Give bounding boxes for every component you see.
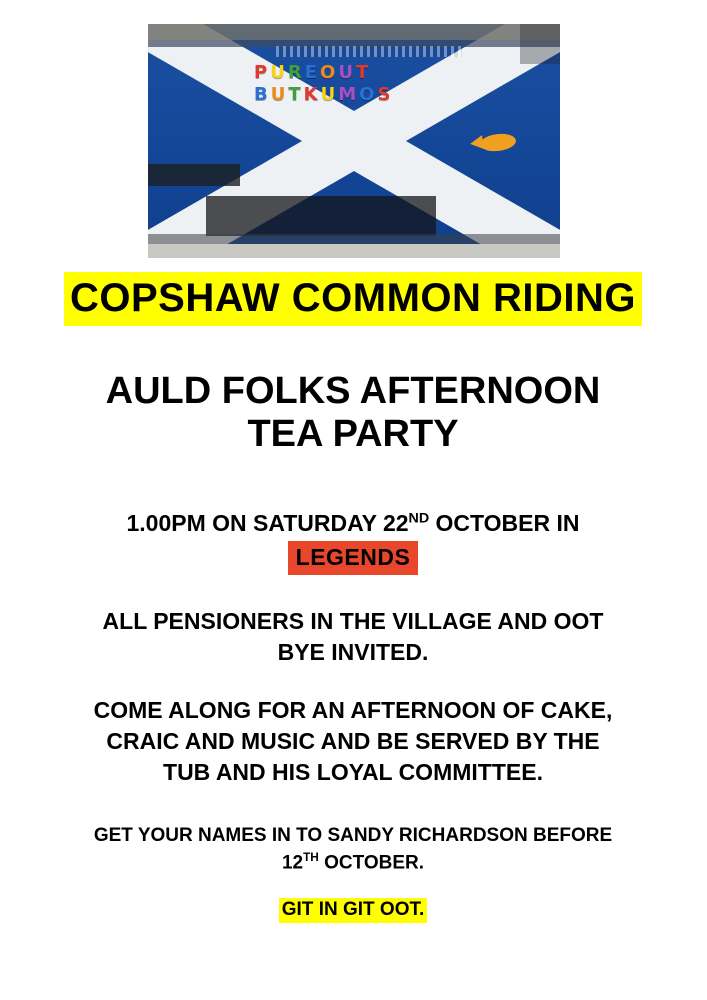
poster-subtitle bbox=[46, 370, 660, 455]
event-venue: LEGENDS bbox=[288, 541, 419, 575]
description-line-3: TUB AND HIS LOYAL COMMITTEE. bbox=[163, 759, 543, 786]
event-time-date: 1.00PM ON SATURDAY 22 bbox=[126, 510, 409, 536]
invitation-line-2: BYE INVITED. bbox=[277, 639, 429, 666]
banner-letter-text bbox=[253, 64, 463, 104]
invitation-line-1: ALL PENSIONERS IN THE VILLAGE AND OOT bbox=[102, 608, 604, 634]
photo-top-band bbox=[148, 24, 560, 40]
fish-body bbox=[479, 132, 517, 154]
flag-photo bbox=[148, 24, 560, 258]
event-month-suffix: OCTOBER IN bbox=[429, 510, 580, 536]
event-datetime bbox=[46, 508, 660, 575]
photo-top-marks bbox=[276, 46, 462, 57]
invitation-paragraph bbox=[46, 606, 660, 668]
banner-letter-row-1: P U R E O U T bbox=[254, 62, 370, 83]
poster-subtitle-line-1: AULD FOLKS AFTERNOON bbox=[105, 370, 601, 412]
description-line-1: COME ALONG FOR AN AFTERNOON OF CAKE, bbox=[93, 697, 613, 723]
description-line-2: CRAIC AND MUSIC AND BE SERVED BY THE bbox=[106, 728, 600, 755]
photo-bottom-band-secondary bbox=[148, 234, 560, 244]
rsvp-paragraph bbox=[36, 823, 670, 877]
photo-left-dark-object bbox=[148, 164, 240, 186]
footer-slogan-text: GIT IN GIT OOT. bbox=[279, 898, 428, 923]
poster-title-text: COPSHAW COMMON RIDING bbox=[64, 272, 642, 326]
rsvp-line-2 bbox=[36, 850, 670, 877]
poster-subtitle-line-2: TEA PARTY bbox=[247, 412, 459, 455]
banner-letter-row-2: B U T K U M O S bbox=[254, 84, 392, 105]
description-paragraph bbox=[46, 695, 660, 788]
photo-corner-shadow bbox=[520, 24, 560, 64]
event-datetime-line bbox=[46, 508, 660, 539]
rsvp-deadline-month: OCTOBER. bbox=[318, 851, 425, 873]
event-date-ordinal: ND bbox=[408, 510, 430, 527]
fish-icon bbox=[470, 132, 522, 154]
poster-title bbox=[46, 272, 660, 326]
rsvp-deadline-day: 12 bbox=[281, 851, 304, 873]
rsvp-deadline-ordinal: TH bbox=[303, 850, 319, 864]
rsvp-line-1: GET YOUR NAMES IN TO SANDY RICHARDSON BEFORE bbox=[93, 825, 613, 846]
footer-slogan bbox=[46, 898, 660, 923]
photo-bottom-band bbox=[148, 244, 560, 258]
event-venue-row bbox=[46, 539, 660, 575]
photo-bottom-dark-object bbox=[206, 196, 436, 236]
